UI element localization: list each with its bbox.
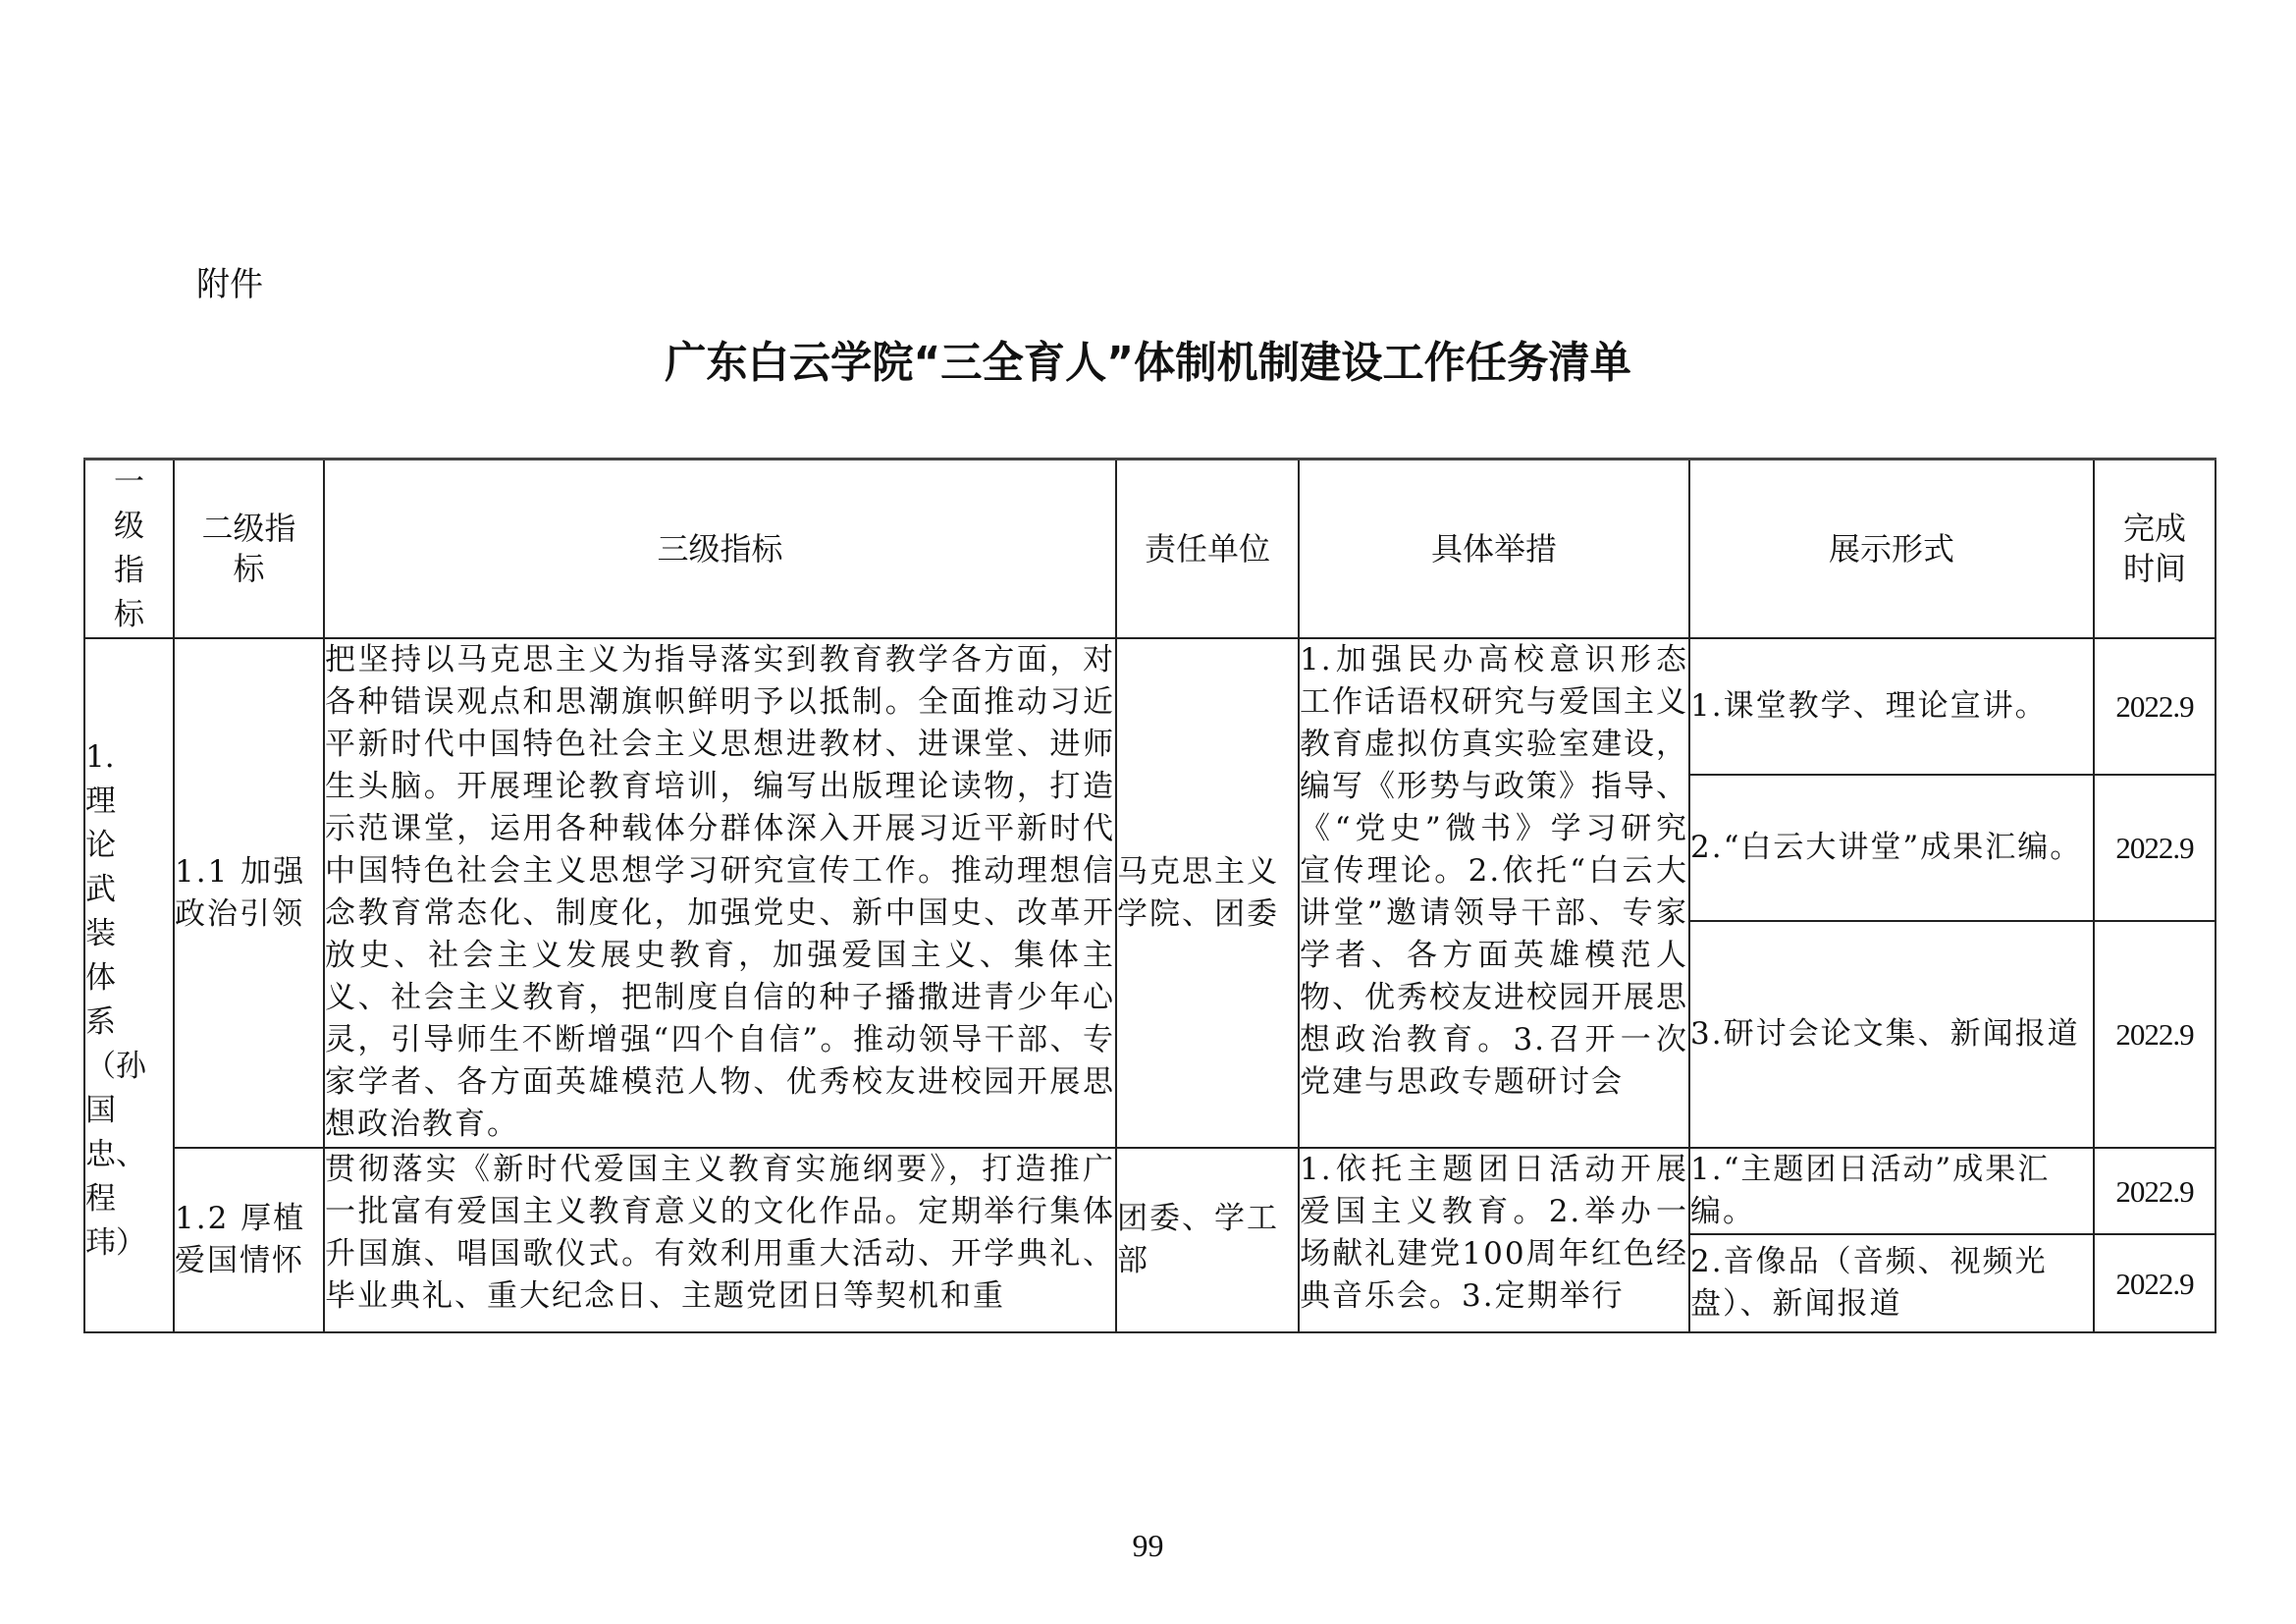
header-measures: 具体举措 [1299, 460, 1689, 639]
page-number: 99 [1132, 1528, 1164, 1563]
responsible-unit-cell: 马克思主义学院、团委 [1116, 638, 1299, 1148]
level1-label: 1.理论武装体系（孙国忠、程玮） [85, 738, 146, 1261]
document-title: 广东白云学院“三全育人”体制机制建设工作任务清单 [665, 338, 1631, 388]
level1-cell [84, 638, 174, 1332]
attachment-label: 附件 [196, 265, 263, 304]
display-form-cell: 1.课堂教学、理论宣讲。 [1689, 638, 2094, 775]
display-form-cell: 3.研讨会论文集、新闻报道 [1689, 921, 2094, 1148]
level3-cell: 贯彻落实《新时代爱国主义教育实施纲要》，打造推广一批富有爱国主义教育意义的文化作品。定期举行集体升国旗、唱国歌仪式。有效利用重大活动、开学典礼、毕业典礼、重大纪念日、主题党团日等契机和重 [324, 1148, 1116, 1332]
display-form-cell: 1.“主题团日活动”成果汇编。 [1689, 1148, 2094, 1234]
header-level1-label: 一级指标 [114, 464, 144, 632]
level2-cell: 1.1 加强政治引领 [174, 638, 324, 1148]
header-level1 [84, 460, 174, 639]
measures-cell: 1.加强民办高校意识形态工作话语权研究与爱国主义教育虚拟仿真实验室建设，编写《形势与政策》指导、《“党史”微书》学习研究宣传理论。2.依托“白云大讲堂”邀请领导干部、专家学者、各方面英雄模范人物、优秀校友进校园开展思想政治教育。3.召开一次党建与思政专题研讨会 [1299, 638, 1689, 1148]
completion-time-cell: 2022.9 [2094, 921, 2216, 1148]
measures-cell: 1.依托主题团日活动开展爱国主义教育。2.举办一场献礼建党100周年红色经典音乐会。3.定期举行 [1299, 1148, 1689, 1332]
display-form-cell: 2.“白云大讲堂”成果汇编。 [1689, 775, 2094, 921]
header-level3: 三级指标 [324, 460, 1116, 639]
task-list-table [83, 458, 2216, 1333]
header-responsible-unit: 责任单位 [1116, 460, 1299, 639]
completion-time-cell: 2022.9 [2094, 1234, 2216, 1332]
header-completion-time-label: 完成时间 [2122, 510, 2186, 587]
table-row [84, 1148, 2216, 1234]
display-form-cell: 2.音像品（音频、视频光盘）、新闻报道 [1689, 1234, 2094, 1332]
responsible-unit-cell: 团委、学工部 [1116, 1148, 1299, 1332]
header-level2 [174, 460, 324, 639]
level2-cell: 1.2 厚植爱国情怀 [174, 1148, 324, 1332]
table-row [84, 638, 2216, 775]
completion-time-cell: 2022.9 [2094, 638, 2216, 775]
header-completion-time [2094, 460, 2216, 639]
header-level2-label: 二级指标 [201, 510, 296, 587]
level3-cell: 把坚持以马克思主义为指导落实到教育教学各方面，对各种错误观点和思潮旗帜鲜明予以抵制。全面推动习近平新时代中国特色社会主义思想进教材、进课堂、进师生头脑。开展理论教育培训，编写出版理论读物，打造示范课堂，运用各种载体分群体深入开展习近平新时代中国特色社会主义思想学习研究宣传工作。推动理想信念教育常态化、制度化，加强党史、新中国史、改革开放史、社会主义发展史教育，加强爱国主义、集体主义、社会主义教育，把制度自信的种子播撒进青少年心灵，引导师生不断增强“四个自信”。推动领导干部、专家学者、各方面英雄模范人物、优秀校友进校园开展思想政治教育。 [324, 638, 1116, 1148]
header-display-form: 展示形式 [1689, 460, 2094, 639]
completion-time-cell: 2022.9 [2094, 1148, 2216, 1234]
completion-time-cell: 2022.9 [2094, 775, 2216, 921]
table-header-row [84, 460, 2216, 639]
